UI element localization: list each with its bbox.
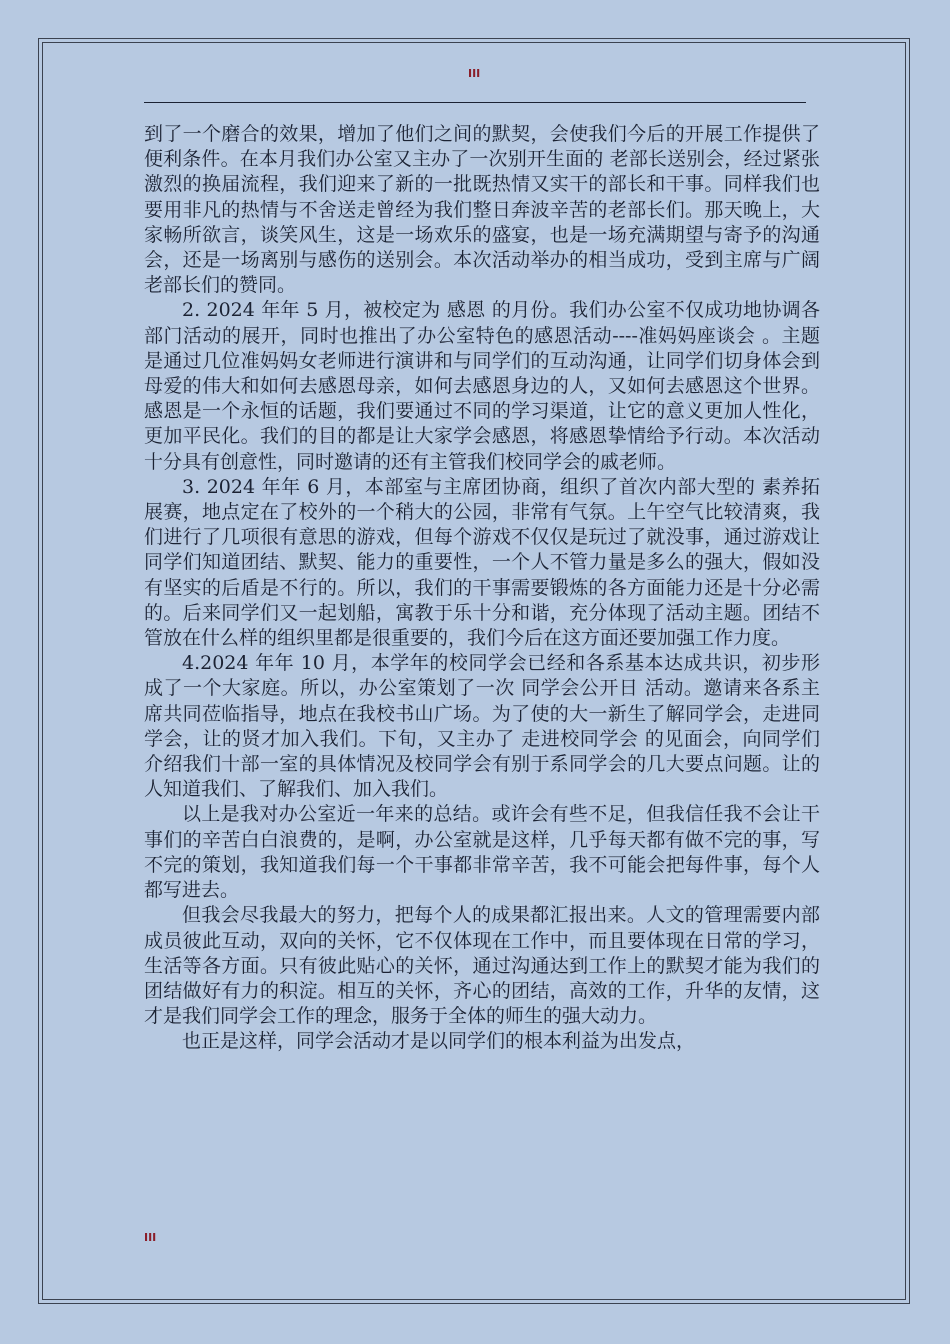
paragraph-management: 但我会尽我最大的努力，把每个人的成果都汇报出来。人文的管理需要内部成员彼此互动，双向的关怀，它不仅体现在工作中，而且要体现在日常的学习，生活等各方面。只有彼此贴心的关怀，通过沟通达到工作上的默契才能为我们的团结做好有力的积淀。相互的关怀，齐心的团结，高效的工作，升华的友情，这才是我们同学会工作的理念，服务于全体的师生的强大动力。	[144, 904, 820, 1028]
footer-page-mark: III	[144, 1231, 157, 1244]
paragraph-item-2: 2. 2024 年年 5 月，被校定为 感恩 的月份。我们办公室不仅成功地协调各部门活动的展开，同时也推出了办公室特色的感恩活动----准妈妈座谈会 。主题是通过几位准妈妈女老师进行演讲和与同学们的互动沟通，让同学们切身体会到母爱的伟大和如何去感恩母亲，如何去感恩身边的人，又如何去感恩这个世界。感恩是一个永恒的话题，我们要通过不同的学习渠道，让它的意义更加人性化，更加平民化。我们的目的都是让大家学会感恩，将感恩挚情给予行动。本次活动十分具有创意性，同时邀请的还有主管我们校同学会的戚老师。	[144, 299, 820, 473]
paragraph-item-4: 4.2024 年年 10 月，本学年的校同学会已经和各系基本达成共识，初步形成了一个大家庭。所以，办公室策划了一次 同学会公开日 活动。邀请来各系主席共同莅临指导，地点在我校书山广场。为了使的大一新生了解同学会，走进同学会，让的贤才加入我们。下旬，又主办了 走进校同学会 的见面会，向同学们介绍我们十部一室的具体情况及校同学会有别于系同学会的几大要点问题。让的人知道我们、了解我们、加入我们。	[144, 652, 820, 801]
paragraph-item-3: 3. 2024 年年 6 月，本部室与主席团协商，组织了首次内部大型的 素养拓展赛，地点定在了校外的一个稍大的公园，非常有气氛。上午空气比较清爽，我们进行了几项很有意思的游戏，但每个游戏不仅仅是玩过了就没事，通过游戏让同学们知道团结、默契、能力的重要性，一个人不管力量是多么的强大，假如没有坚实的后盾是不行的。所以，我们的干事需要锻炼的各方面能力还是十分必需的。后来同学们又一起划船，寓教于乐十分和谐，充分体现了活动主题。团结不管放在什么样的组织里都是很重要的，我们今后在这方面还要加强工作力度。	[144, 475, 820, 650]
paragraph-summary: 以上是我对办公室近一年来的总结。或许会有些不足，但我信任我不会让干事们的辛苦白白浪费的，是啊，办公室就是这样，几乎每天都有做不完的事，写不完的策划，我知道我们每一个干事都非常辛苦，我不可能会把每件事，每个人都写进去。	[144, 803, 820, 902]
document-body	[144, 122, 820, 1055]
header-divider	[144, 102, 806, 103]
paragraph-continuation: 到了一个磨合的效果，增加了他们之间的默契，会使我们今后的开展工作提供了便利条件。在本月我们办公室又主办了一次别开生面的 老部长送别会，经过紧张激烈的换届流程，我们迎来了新的一批既热情又实干的部长和干事。同样我们也要用非凡的热情与不舍送走曾经为我们整日奔波辛苦的老部长们。那天晚上，大家畅所欲言，谈笑风生，这是一场欢乐的盛宴，也是一场充满期望与寄予的沟通会，还是一场离别与感伤的送别会。本次活动举办的相当成功，受到主席与广阔老部长们的赞同。	[144, 123, 820, 297]
header-page-mark: III	[468, 67, 481, 80]
paragraph-closing: 也正是这样，同学会活动才是以同学们的根本利益为出发点，	[182, 1030, 696, 1053]
